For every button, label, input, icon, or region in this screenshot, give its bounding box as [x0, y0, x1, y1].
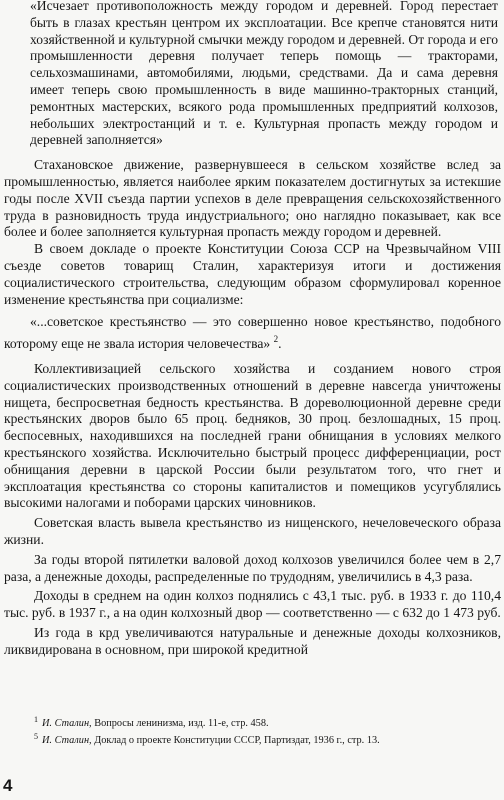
paragraph-collectivization: Коллективизацией сельского хозяйства и созданием нового строя социалистических производственных отношений в деревне навсегда уничтожены нищета, беспросветная бедность крестьянства. В дореволюционной деревне среди крестьянских дворов было 65 проц. бедняков, 30 проц. безлошадных, 15 проц. беспосевных, находившихся на последней грани обнищания в условиях мелкого крестьянского хозяйства. Исключительно быстрый процесс дифференциации, рост обнищания деревни в царской России были результатом того, что гнет и эксплоатация крестьянства со стороны капиталистов и помещиков усугублялись высокими налогами и поборами царских чиновников.: [4, 360, 501, 511]
paragraph-constitution: В своем докладе о проекте Конституции Союза ССР на Чрезвычайном VIII съезде советов товарищ Сталин, характеризуя итоги и достижения социалистического строительства, следующим образом сформулировал коренное изменение крестьянства при социализме:: [4, 241, 501, 307]
page-number: 4: [3, 776, 13, 795]
footnote-text: Доклад о проекте Конституции СССР, Партиздат, 1936 г., стр. 13.: [94, 735, 380, 747]
quote-village-city: «Исчезает противоположность между городом и деревней. Город перестает быть в глазах крестьян центром их эксплоатации. Все крепче становятся нити хозяйственной и культурной смычки между городом и деревней. От города и его промышленности деревня получает теперь помощь — тракторами, сельхозмашинами, автомобилями, людьми, средствами. Да и сама деревня имеет теперь свою промышленность в виде машинно-тракторных станций, ремонтных мастерских, всякого рода промышленных предприятий колхозов, небольших электростанций и т. е. Культурная пропасть между городом и деревней заполняется»: [30, 0, 498, 148]
footnote-number: 1: [34, 715, 38, 724]
footnotes: [0, 713, 500, 747]
footnote-ref: 2: [273, 334, 279, 345]
footnote-2: [0, 730, 500, 747]
footnote-text: Вопросы ленинизма, изд. 11-е, стр. 458.: [94, 718, 269, 729]
footnote-1: [0, 713, 500, 730]
paragraph-natural-income: Из года в крд увеличиваются натуральные и денежные доходы колхозников, ликвидирована в основном, при широкой кредитной: [4, 624, 501, 657]
paragraph-stakhanov: Стахановское движение, развернувшееся в сельском хозяйстве вслед за промышленностью, является наиболее ярким показателем достигнутых за истекшие годы после XVII съезда партии успехов в деле превращения сельскохозяйственного труда в разновидность труда индустриального; оно наглядно показывает, как все более и более заполняется культурная пропасть между городом и деревней.: [4, 157, 501, 240]
paragraph-second-five-year-plan: За годы второй пятилетки валовой доход колхозов увеличился более чем в 2,7 раза, а денежные доходы, распределенные по трудодням, увеличились в 4,3 раза.: [4, 551, 501, 584]
quote-soviet-peasantry-text: «...советское крестьянство — это совершенно новое крестьянство, подобного которому еще не звала история человечества»: [4, 314, 501, 352]
footnote-number: 5: [34, 732, 38, 742]
paragraph-kolkhoz-income: Доходы в среднем на один колхоз поднялись с 43,1 тыс. руб. в 1933 г. до 110,4 тыс. руб. в 1937 г., а на один колхозный двор — соответственно — с 632 до 1 473 руб.: [4, 588, 501, 621]
footnote-author: И. Сталин,: [42, 718, 92, 729]
paragraph-soviet-power: Советская власть вывела крестьянство из нищенского, нечеловеческого образа жизни.: [4, 515, 501, 547]
footnote-author: И. Сталин,: [42, 735, 92, 747]
quote-soviet-peasantry: «...советское крестьянство — это совершенно новое крестьянство, подобного которому еще не звала история человечества» $^2$.: [4, 314, 501, 352]
